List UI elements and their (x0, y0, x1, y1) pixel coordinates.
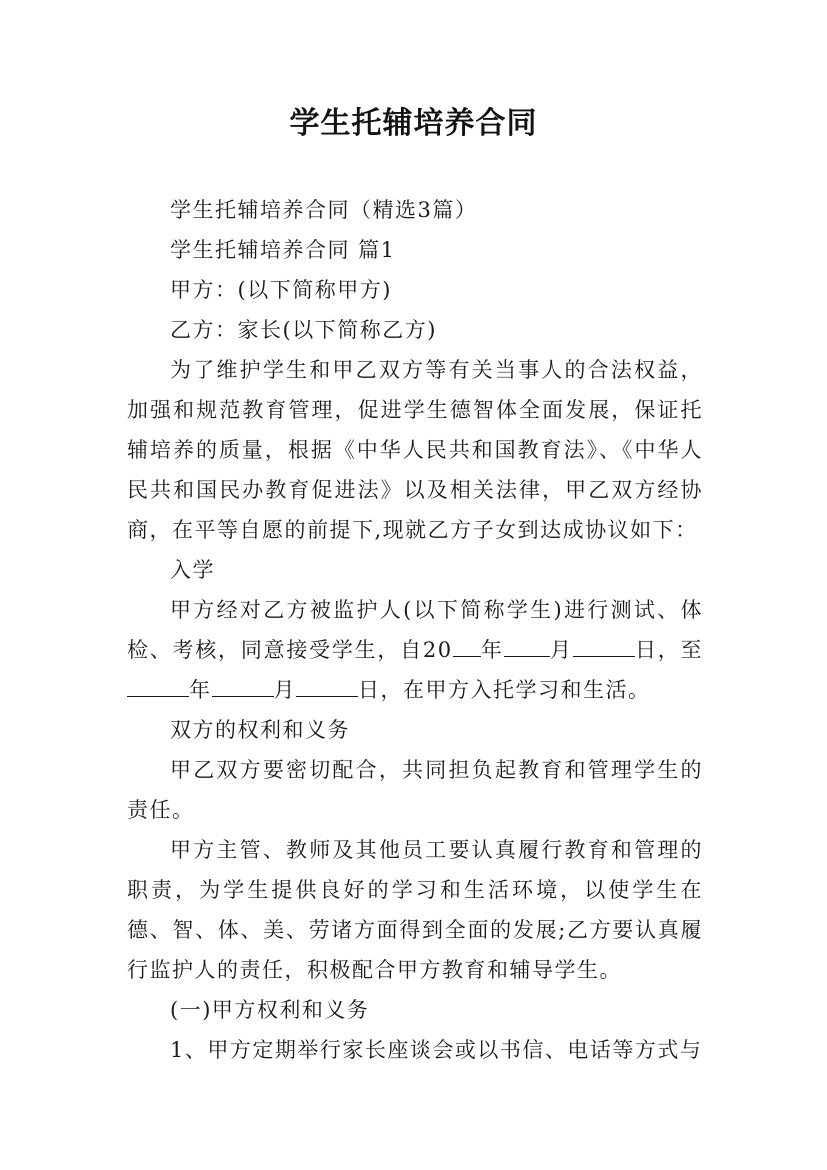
paragraph-preamble: 为了维护学生和甲乙双方等有关当事人的合法权益，加强和规范教育管理，促进学生德智体全面发展，保证托辅培养的质量，根据《中华人民共和国教育法》、《中华人民共和国民办教育促进法》以及相关法律，甲乙双方经协商，在平等自愿的前提下,现就乙方子女到达成协议如下： (127, 358, 703, 542)
paragraph-party-a: 甲方：(以下简称甲方) (170, 278, 392, 302)
paragraph-party-b: 乙方：家长(以下简称乙方) (170, 318, 437, 342)
blank-end-day[interactable] (296, 672, 358, 697)
blank-end-year[interactable] (127, 672, 189, 697)
paragraph-rights-heading: 双方的权利和义务 (170, 718, 350, 742)
enrollment-month-label: 月 (549, 638, 573, 662)
blank-day[interactable] (573, 632, 635, 657)
paragraph-enrollment-terms (127, 590, 703, 710)
document-body (127, 190, 703, 1070)
document-title: 学生托辅培养合同 (289, 106, 538, 141)
paragraph-enrollment-heading: 入学 (170, 558, 215, 582)
blank-year-digits[interactable] (453, 632, 481, 657)
enrollment-year-label-2: 年 (189, 678, 212, 702)
paragraph-responsibilities: 甲方主管、教师及其他员工要认真履行教育和管理的职责，为学生提供良好的学习和生活环境，以使学生在德、智、体、美、劳诸方面得到全面的发展;乙方要认真履行监护人的责任，积极配合甲方教育和辅导学生。 (127, 838, 703, 982)
enrollment-month-label-2: 月 (273, 678, 296, 702)
paragraph-subtitle: 学生托辅培养合同（精选3篇） (170, 198, 478, 222)
blank-end-month[interactable] (212, 672, 274, 697)
paragraph-section-heading: 学生托辅培养合同 篇1 (170, 238, 396, 262)
blank-month[interactable] (504, 632, 550, 657)
enrollment-text-start: 甲方经对乙方被监护人(以下简称学生)进行测试、体检、考核，同意接受学生，自20 (127, 598, 703, 662)
paragraph-item-1: 1、甲方定期举行家长座谈会或以书信、电话等方式与 (170, 1038, 703, 1062)
enrollment-day-to-label: 日，至 (634, 638, 704, 662)
enrollment-tail: 日，在甲方入托学习和生活。 (358, 678, 651, 702)
paragraph-cooperation: 甲乙双方要密切配合，共同担负起教育和管理学生的责任。 (127, 758, 703, 822)
paragraph-party-a-rights-heading: (一)甲方权利和义务 (170, 998, 370, 1022)
enrollment-year-label: 年 (480, 638, 504, 662)
